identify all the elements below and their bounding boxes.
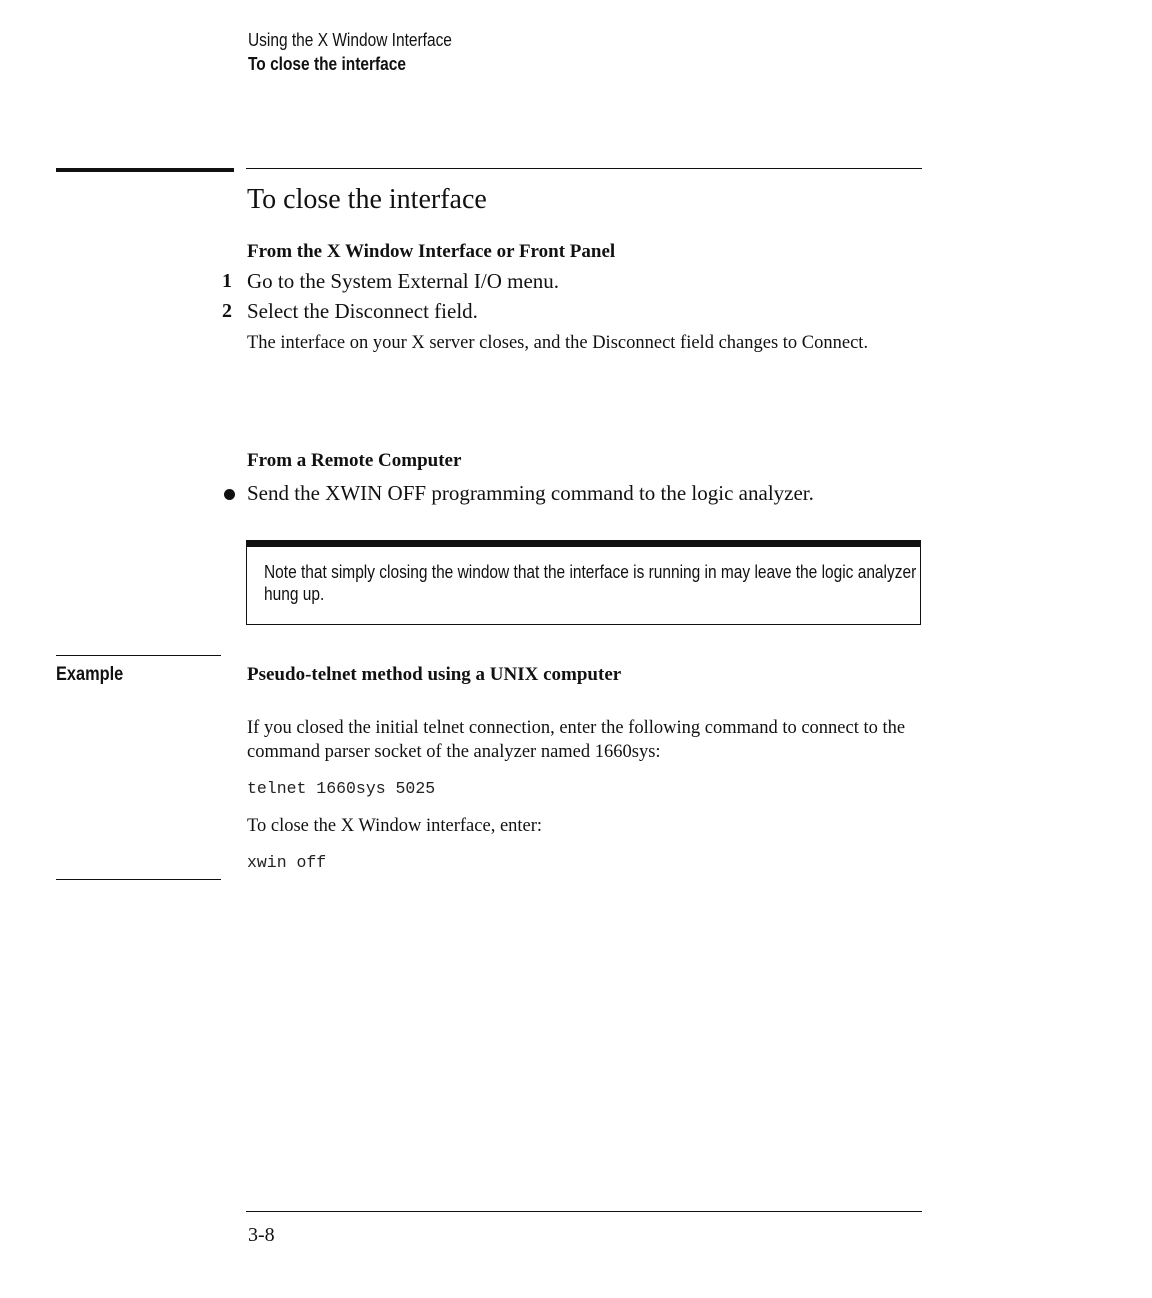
step-number: 1: [222, 270, 232, 292]
page-number: 3-8: [248, 1224, 275, 1246]
step-result-text: The interface on your X server closes, and the Disconnect field changes to Connect.: [247, 333, 869, 353]
page-title: To close the interface: [247, 184, 487, 215]
example-close-text: To close the X Window interface, enter:: [247, 816, 543, 836]
remote-subheading: From a Remote Computer: [247, 450, 462, 471]
note-box: [246, 540, 921, 625]
note-text: Note that simply closing the window that the interface is running in may leave the logic analyzer hung up.: [264, 562, 917, 604]
example-rule-bottom: [56, 879, 221, 880]
step-text: Go to the System External I/O menu.: [247, 269, 560, 293]
code-xwin-command: xwin off: [247, 853, 327, 872]
front-panel-subheading: From the X Window Interface or Front Panel: [247, 241, 616, 262]
example-rule-top: [56, 655, 221, 656]
example-intro-text: If you closed the initial telnet connection, enter the following command to connect to the command parser socket of the analyzer named 1660sys:: [247, 718, 906, 762]
section-rule-thin: [246, 168, 922, 169]
bullet-dot: [224, 489, 235, 500]
example-label: Example: [56, 664, 124, 685]
example-title: Pseudo-telnet method using a UNIX computer: [247, 664, 622, 685]
running-header-section: To close the interface: [248, 54, 406, 74]
section-rule-thick: [56, 168, 234, 172]
step-text: Select the Disconnect field.: [247, 299, 478, 323]
step-number: 2: [222, 300, 232, 322]
code-telnet-command: telnet 1660sys 5025: [247, 779, 436, 798]
running-header-chapter: Using the X Window Interface: [248, 30, 452, 50]
footer-rule: [246, 1211, 922, 1212]
bullet-text: Send the XWIN OFF programming command to the logic analyzer.: [247, 481, 814, 505]
